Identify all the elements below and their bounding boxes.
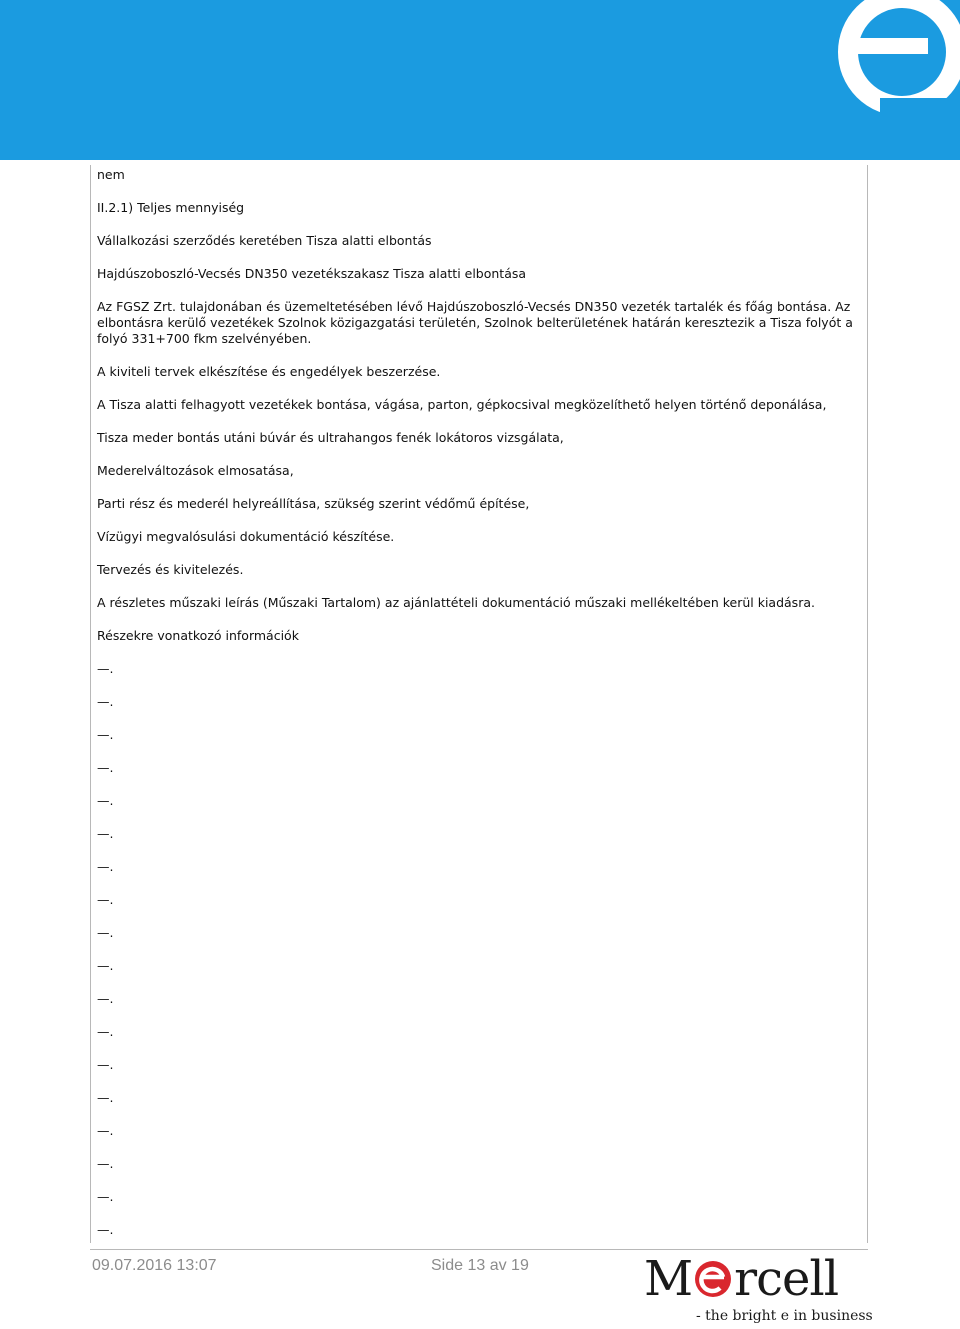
paragraph: Az FGSZ Zrt. tulajdonában és üzemeltetésében lévő Hajdúszoboszló-Vecsés DN350 vezeték tartalék és főág bontása. Az elbontásra kerülő vezetékek Szolnok közigazgatási területén, Szolnok belterületének határán keresztezik a Tisza folyót a folyó 331+700 fkm szelvényében. <box>97 299 853 346</box>
brand-tagline: - the bright e in business <box>696 1308 873 1324</box>
brand-e-icon <box>693 1256 733 1296</box>
dash-item: —. <box>97 1057 114 1072</box>
paragraph: II.2.1) Teljes mennyiség <box>97 200 245 215</box>
footer-page-number: Side 13 av 19 <box>431 1257 529 1274</box>
e-logo-icon <box>820 0 960 140</box>
dash-item: —. <box>97 1123 114 1138</box>
paragraph: Tervezés és kivitelezés. <box>97 562 244 577</box>
brand-logo <box>644 1252 874 1327</box>
paragraph: Parti rész és mederél helyreállítása, szükség szerint védőmű építése, <box>97 496 530 511</box>
paragraph: Hajdúszoboszló-Vecsés DN350 vezetékszakasz Tisza alatti elbontása <box>97 266 527 281</box>
dash-item: —. <box>97 1189 114 1204</box>
dash-list <box>97 661 859 1238</box>
paragraph: Vállalkozási szerződés keretében Tisza alatti elbontás <box>97 233 432 248</box>
paragraph: Tisza meder bontás utáni búvár és ultrahangos fenék lokátoros vizsgálata, <box>97 430 564 445</box>
dash-item: —. <box>97 760 114 775</box>
document-body <box>97 167 859 1255</box>
paragraph: Mederelváltozások elmosatása, <box>97 463 294 478</box>
paragraph: A kiviteli tervek elkészítése és engedélyek beszerzése. <box>97 364 441 379</box>
dash-item: —. <box>97 925 114 940</box>
brand-wordmark <box>644 1252 838 1306</box>
dash-item: —. <box>97 1090 114 1105</box>
brand-letters-rest: rcell <box>734 1251 839 1307</box>
dash-item: —. <box>97 859 114 874</box>
paragraph: nem <box>97 167 125 182</box>
dash-item: —. <box>97 1024 114 1039</box>
dash-item: —. <box>97 694 114 709</box>
dash-item: —. <box>97 727 114 742</box>
paragraph: Részekre vonatkozó információk <box>97 628 299 643</box>
dash-item: —. <box>97 958 114 973</box>
dash-item: —. <box>97 1156 114 1171</box>
dash-item: —. <box>97 991 114 1006</box>
paragraph: A részletes műszaki leírás (Műszaki Tartalom) az ajánlattételi dokumentáció műszaki mellékeltében kerül kiadásra. <box>97 595 815 610</box>
brand-letter-m: M <box>644 1251 693 1307</box>
paragraph: Vízügyi megvalósulási dokumentáció készítése. <box>97 529 395 544</box>
footer-date: 09.07.2016 13:07 <box>92 1257 217 1274</box>
dash-item: —. <box>97 1222 114 1237</box>
footer-divider <box>90 1249 868 1250</box>
dash-item: —. <box>97 661 114 676</box>
dash-item: —. <box>97 892 114 907</box>
header-banner <box>0 0 960 160</box>
dash-item: —. <box>97 793 114 808</box>
dash-item: —. <box>97 826 114 841</box>
paragraph-list <box>97 167 859 644</box>
paragraph: A Tisza alatti felhagyott vezetékek bontása, vágása, parton, gépkocsival megközelíthető helyen történő deponálása, <box>97 397 827 412</box>
